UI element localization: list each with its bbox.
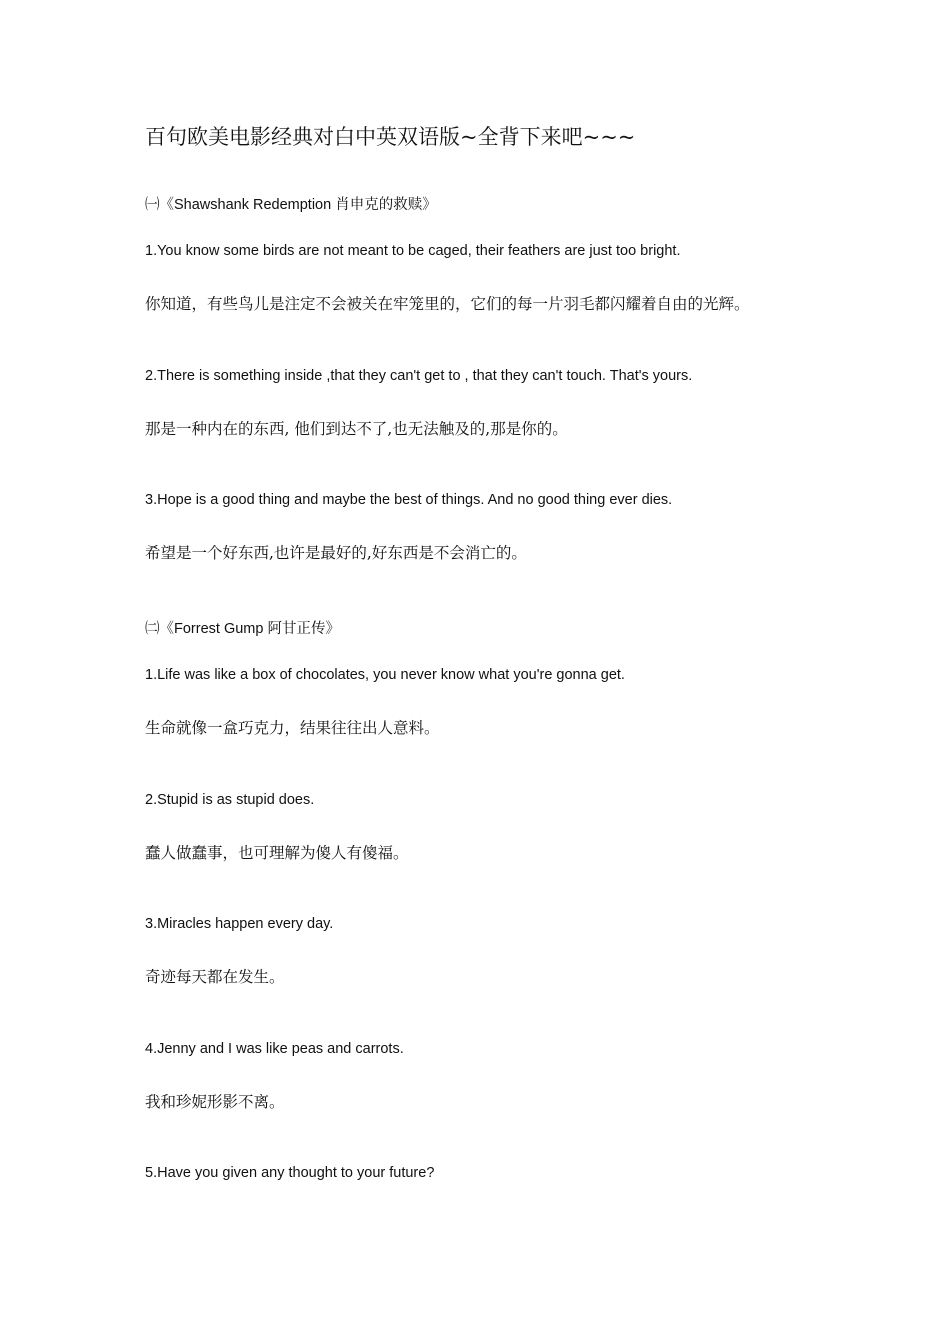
quote-english: 4.Jenny and I was like peas and carrots.: [145, 1041, 404, 1057]
document-title: 百句欧美电影经典对白中英双语版~全背下来吧~~~: [145, 125, 636, 149]
quote-chinese: 蠢人做蠢事，也可理解为傻人有傻福。: [145, 844, 409, 862]
quote-chinese: 生命就像一盒巧克力，结果往往出人意料。: [145, 719, 440, 737]
quote-english: 5.Have you given any thought to your future?: [145, 1165, 435, 1181]
quote-chinese: 奇迹每天都在发生。: [145, 968, 285, 986]
quote-chinese: 那是一种内在的东西, 他们到达不了,也无法触及的,那是你的。: [145, 420, 568, 438]
quote-chinese: 我和珍妮形影不离。: [145, 1093, 285, 1111]
section-heading-forrest-gump: ㈡《Forrest Gump 阿甘正传》: [145, 621, 340, 637]
section-heading-shawshank: ㈠《Shawshank Redemption 肖申克的救赎》: [145, 197, 437, 213]
quote-english: 1.You know some birds are not meant to be caged, their feathers are just too bright.: [145, 243, 681, 259]
quote-english: 2.Stupid is as stupid does.: [145, 792, 315, 808]
quote-chinese: 希望是一个好东西,也许是最好的,好东西是不会消亡的。: [145, 544, 527, 562]
quote-english: 3.Miracles happen every day.: [145, 916, 334, 932]
quote-english: 3.Hope is a good thing and maybe the best of things. And no good thing ever dies.: [145, 492, 673, 508]
quote-english: 2.There is something inside ,that they can't get to , that they can't touch. That's yours.: [145, 368, 693, 384]
quote-chinese: 你知道，有些鸟儿是注定不会被关在牢笼里的，它们的每一片羽毛都闪耀着自由的光辉。: [145, 295, 750, 313]
quote-english: 1.Life was like a box of chocolates, you never know what you're gonna get.: [145, 667, 625, 683]
